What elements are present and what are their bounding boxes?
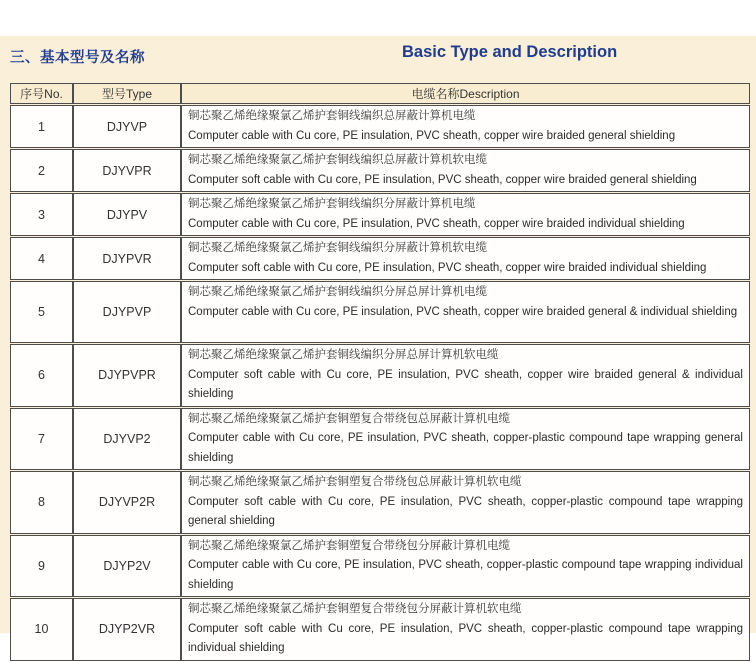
table-row (10, 193, 750, 236)
section-title-bar (0, 36, 756, 82)
table-row (10, 149, 750, 192)
table-row (10, 344, 750, 407)
header-description: 电缆名称Description (181, 83, 750, 104)
table-row (10, 471, 750, 534)
table-row (10, 105, 750, 148)
table-body (10, 105, 750, 661)
description-chinese: 铜芯聚乙烯绝缘聚氯乙烯护套铜线编织总屏蔽计算机软电缆 (188, 154, 487, 166)
row-number-cell: 5 (10, 281, 73, 343)
cable-type-cell: DJYVP (73, 105, 181, 148)
cable-type-cell: DJYP2VR (73, 598, 181, 661)
cable-type-cell: DJYP2V (73, 535, 181, 598)
description-english: Computer cable with Cu core, PE insulation, PVC sheath, copper wire braided general & individual shielding (188, 305, 738, 318)
description-chinese: 铜芯聚乙烯绝缘聚氯乙烯护套铜塑复合带绕包分屏蔽计算机软电缆 (188, 603, 522, 615)
description-chinese: 铜芯聚乙烯绝缘聚氯乙烯护套铜塑复合带绕包总屏蔽计算机软电缆 (188, 476, 522, 488)
description-english: Computer soft cable with Cu core, PE insulation, PVC sheath, copper wire braided general shielding (188, 173, 697, 186)
description-chinese: 铜芯聚乙烯绝缘聚氯乙烯护套铜线编织分屏总屏计算机软电缆 (188, 349, 499, 361)
row-number-cell: 1 (10, 105, 73, 148)
description-english: Computer cable with Cu core, PE insulation, PVC sheath, copper wire braided general shielding (188, 129, 676, 142)
row-number-cell: 7 (10, 408, 73, 471)
cable-type-cell: DJYVPR (73, 149, 181, 192)
cable-description-cell (181, 598, 750, 661)
cable-type-cell: DJYVP2 (73, 408, 181, 471)
table-row (10, 408, 750, 471)
cable-description-cell (181, 535, 750, 598)
cable-type-cell: DJYPV (73, 193, 181, 236)
table-row (10, 281, 750, 343)
cable-description-cell (181, 344, 750, 407)
description-english: Computer soft cable with Cu core, PE insulation, PVC sheath, copper wire braided general & individual shielding (188, 368, 743, 400)
cable-type-cell: DJYVP2R (73, 471, 181, 534)
description-english: Computer cable with Cu core, PE insulation, PVC sheath, copper wire braided individual shielding (188, 217, 685, 230)
row-number-cell: 2 (10, 149, 73, 192)
description-chinese: 铜芯聚乙烯绝缘聚氯乙烯护套铜线编织分屏蔽计算机软电缆 (188, 242, 487, 254)
description-chinese: 铜芯聚乙烯绝缘聚氯乙烯护套铜塑复合带绕包总屏蔽计算机电缆 (188, 412, 510, 425)
row-number-cell: 4 (10, 237, 73, 280)
header-type: 型号Type (73, 83, 181, 104)
cable-description-cell (181, 408, 750, 471)
header-no: 序号No. (10, 83, 73, 104)
cable-description-cell (181, 281, 750, 343)
row-number-cell: 6 (10, 344, 73, 407)
description-chinese: 铜芯聚乙烯绝缘聚氯乙烯护套铜线编织分屏总屏计算机电缆 (188, 286, 487, 298)
cable-type-cell: DJYPVR (73, 237, 181, 280)
basic-type-table (10, 82, 750, 662)
document-page (0, 36, 756, 654)
table-header (10, 83, 750, 104)
cable-description-cell (181, 237, 750, 280)
cable-type-cell: DJYPVP (73, 281, 181, 343)
row-number-cell: 9 (10, 535, 73, 598)
cable-description-cell (181, 193, 750, 236)
table-row (10, 237, 750, 280)
row-number-cell: 8 (10, 471, 73, 534)
description-chinese: 铜芯聚乙烯绝缘聚氯乙烯护套铜线编织分屏蔽计算机电缆 (188, 198, 476, 210)
section-title-chinese: 三、基本型号及名称 (10, 50, 145, 66)
description-english: Computer cable with Cu core, PE insulation, PVC sheath, copper-plastic compound tape wrapping individual shielding (188, 559, 743, 591)
description-english: Computer soft cable with Cu core, PE insulation, PVC sheath, copper-plastic compound tape wrapping general shielding (188, 495, 743, 527)
description-english: Computer cable with Cu core, PE insulation, PVC sheath, copper-plastic compound tape wrapping general shielding (188, 432, 743, 464)
cable-description-cell (181, 105, 750, 148)
table-header-row (10, 83, 750, 104)
row-number-cell: 3 (10, 193, 73, 236)
table-row (10, 598, 750, 661)
table-row (10, 535, 750, 598)
cable-type-cell: DJYPVPR (73, 344, 181, 407)
cable-description-cell (181, 471, 750, 534)
row-number-cell: 10 (10, 598, 73, 661)
description-english: Computer soft cable with Cu core, PE insulation, PVC sheath, copper-plastic compound tape wrapping individual shielding (188, 622, 743, 654)
description-english: Computer soft cable with Cu core, PE insulation, PVC sheath, copper wire braided individual shielding (188, 261, 707, 274)
section-title-english: Basic Type and Description (402, 43, 618, 61)
description-chinese: 铜芯聚乙烯绝缘聚氯乙烯护套铜塑复合带绕包分屏蔽计算机电缆 (188, 539, 510, 552)
cable-description-cell (181, 149, 750, 192)
description-chinese: 铜芯聚乙烯绝缘聚氯乙烯护套铜线编织总屏蔽计算机电缆 (188, 110, 476, 122)
